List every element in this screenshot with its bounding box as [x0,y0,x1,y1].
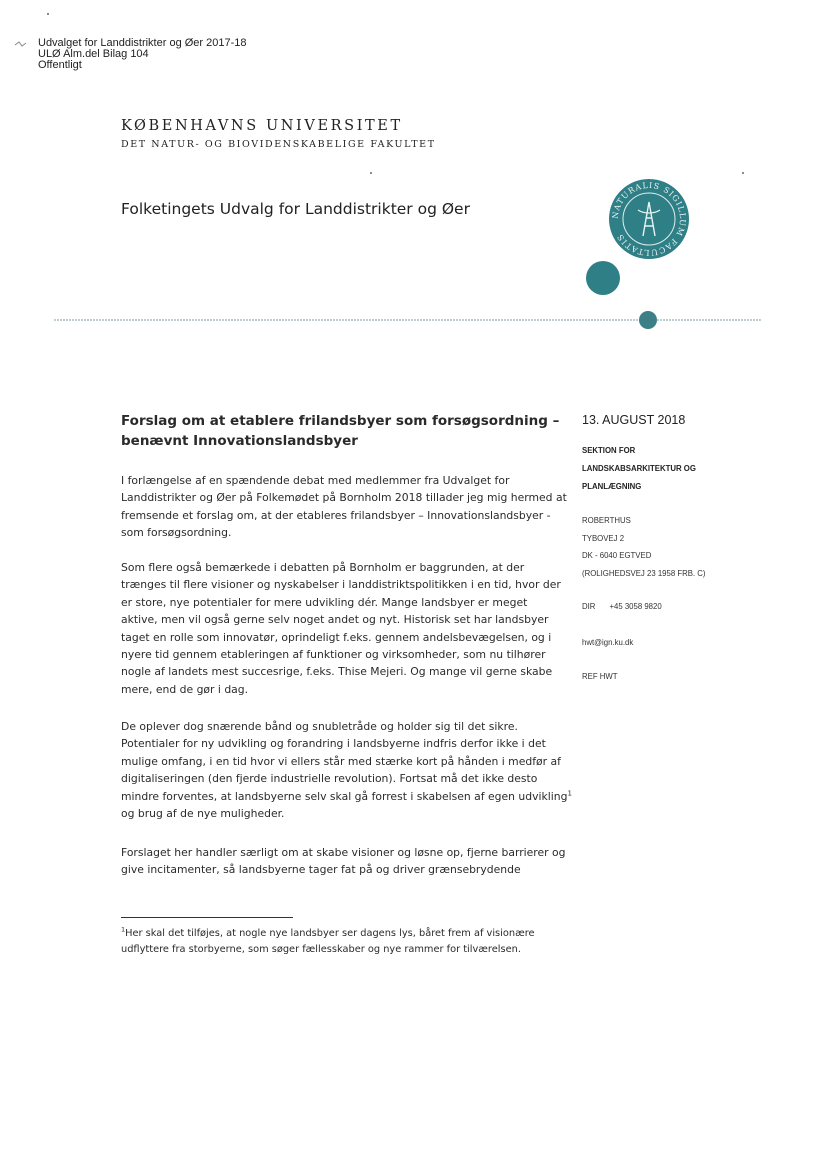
scan-mark-icon [14,40,28,48]
stamp-status: Offentligt [38,59,82,71]
scan-speck [742,172,744,174]
faculty-seal-icon [608,178,690,260]
postal-address: ROBERTHUS TYBOVEJ 2 DK - 6040 EGTVED (ROLIGHEDSVEJ 23 1958 FRB. C) [582,516,706,578]
email-link[interactable]: hwt@ign.ku.dk [582,638,634,647]
letter-title: Forslag om at etablere frilandsbyer som forsøgsordning – benævnt Innovationslandsbyer [121,413,560,449]
paragraph-background: Som flere også bemærkede i debatten på Bornholm er baggrunden, at der trænges til flere visioner og nyskabelser i landdistriktspolitikken i en tid, hvor der er store, nye potentialer for mere udvikling dér. Mange landsbyer er meget aktive, men vil også gerne selv noget andet og nyt. Historisk set har landsbyer taget en rolle som innovatør, oprindeligt f.eks. gennem andelsbevægelsen, og i nyere tid gennem etableringen af funktioner og virksomheder, som nu tilhører nogle af landets mest succesrige, f.eks. Thise Mejeri. Og mange vil gerne skabe mere, end de gør i dag. [121,561,561,696]
seal-text: NATURALIS SIGILLUM FACULTATIS [610,180,688,258]
paragraph-proposal: Forslaget her handler særligt om at skabe visioner og løsne op, fjerne barrierer og give incitamenter, så landsbyerne tager fat på og driver grænsebrydende [121,846,566,877]
reference-code: REF HWT [582,672,618,681]
faculty-name: DET NATUR- OG BIOVIDENSKABELIGE FAKULTET [121,139,436,150]
paragraph-intro: I forlængelse af en spændende debat med medlemmer fra Udvalget for Landdistrikter og Øer på Folkemødet på Bornholm 2018 tillader jeg mig hermed at fremsende et forslag om, at der etableres frilandsbyer – Innovationslandsbyer - som forsøgsordning. [121,474,567,540]
footnote-marker: 1 [121,925,126,934]
direct-label: DIR [582,602,596,611]
footnote: $^1$Her skal det tilføjes, at nogle nye landsbyer ser dagens lys, båret frem af visionære udflyttere fra storbyerne, som søger fællesskaber og nye rammer for tilværelsen. [121,925,535,955]
scan-speck [370,172,372,174]
recipient-name: Folketingets Udvalg for Landdistrikter og Øer [121,200,470,218]
footnote-divider [121,917,293,918]
document-stamp [38,38,247,71]
footnote-reference[interactable]: 1 [567,789,572,798]
stamp-committee: Udvalget for Landdistrikter og Øer 2017-18 [38,37,247,49]
section-name: SEKTION FOR LANDSKABSARKITEKTUR OG PLANLÆGNING [582,446,696,491]
stamp-reference: ULØ Alm.del Bilag 104 [38,48,149,60]
decorative-dot-icon [585,260,621,296]
paragraph-constraints: De oplever dog snærende bånd og snubletråde og holder sig til det sikre. Potentialer for ny udvikling og forandring i landsbyerne indfris derfor ikke i det mulige omfang, i en tid hvor vi ellers står med stærke kort på hånden i medfør af digitaliseringen (den fjerde industrielle revolution). Fortsat må det ikke desto mindre forventes, at landsbyerne selv skal gå forrest i skabelsen af egen udvikling$^1$ og brug af de nye muligheder. [121,720,572,821]
letter-date: 13. AUGUST 2018 [582,413,686,427]
header-rule [54,306,762,334]
scan-speck [47,13,49,15]
direct-phone [582,602,662,611]
university-name: KØBENHAVNS UNIVERSITET [121,118,403,134]
phone-number[interactable]: +45 3058 9820 [609,602,662,611]
